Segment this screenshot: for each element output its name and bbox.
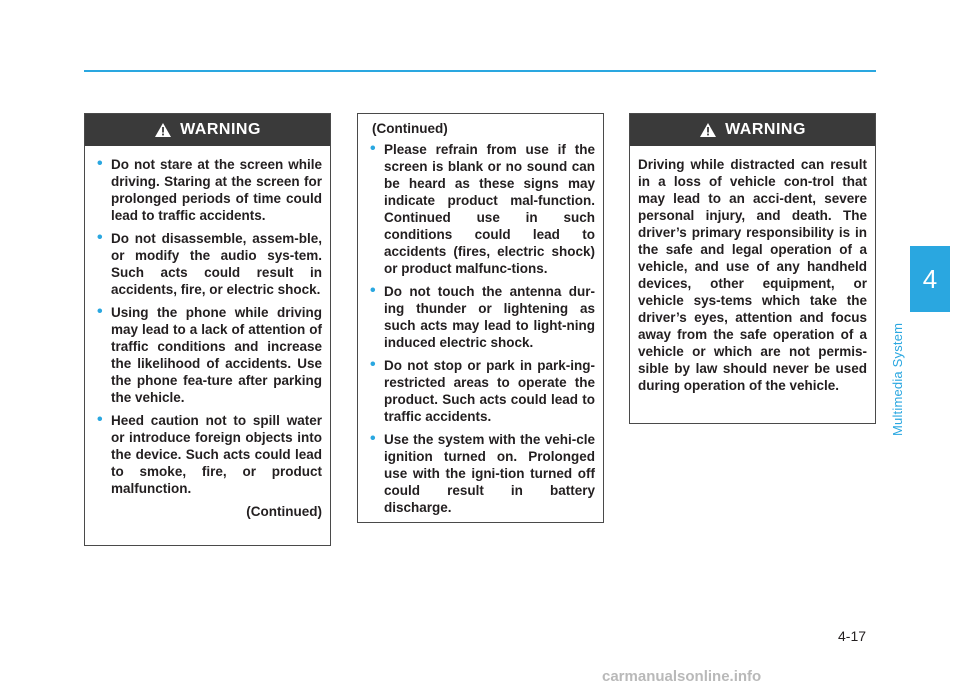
chapter-number: 4 (922, 263, 938, 294)
continued-label: (Continued) (372, 121, 448, 136)
list-item: • Use the system with the vehi-cle ignition turned on. Prolonged use with the igni-tion turned off could result in battery discharge. (372, 431, 595, 516)
list-item: • Do not disassemble, assem-ble, or modify the audio sys-tem. Such acts could result in accidents, fire, or electric shock. (99, 230, 322, 298)
list-item: • Do not touch the antenna dur-ing thunder or lightening as such acts may lead to light-ning induced electric shock. (372, 283, 595, 351)
warning-box-2 (357, 113, 604, 523)
warning-box-3 (629, 113, 876, 424)
chapter-tab[interactable] (910, 246, 950, 312)
continued-label: (Continued) (246, 504, 322, 519)
top-rule (84, 70, 876, 72)
warning-text: Driving while distracted can result in a loss of vehicle con-trol that may lead to an acci-dent, severe personal injury, and death. The driver’s primary responsibility is in the safe and legal operation of a vehicle, and use of any handheld devices, other equipment, or vehicle sys-tems which take the driver’s eyes, attention and focus away from the safe operation of a vehicle or which are not permis-sible by law should never be used during operation of the vehicle. (638, 157, 867, 393)
list-item: • Do not stop or park in park-ing-restricted areas to operate the product. Such acts could lead to traffic accidents. (372, 357, 595, 425)
list-item: • Using the phone while driving may lead to a lack of attention of traffic conditions and increase the likelihood of accidents. Use the phone fea-ture after parking the vehicle. (99, 304, 322, 406)
list-item: • Heed caution not to spill water or introduce foreign objects into the device. Such acts could lead to smoke, fire, or product malfunction. (99, 412, 322, 497)
page-number: 4-17 (838, 628, 867, 644)
list-item: • Please refrain from use if the screen is blank or no sound can be heard as these signs may indicate product mal-function. Continued use in such conditions could lead to accidents (fires, electric shock) or product malfunc-tions. (372, 141, 595, 277)
warning-box-1 (84, 113, 331, 546)
list-item: • Do not stare at the screen while driving. Staring at the screen for prolonged periods of time could lead to traffic accidents. (99, 156, 322, 224)
warning-label: WARNING (725, 121, 806, 138)
warning-triangle-icon (699, 122, 717, 138)
warning-triangle-icon (154, 122, 172, 138)
watermark: carmanualsonline.info (602, 668, 762, 685)
warning-header (85, 114, 330, 146)
warning-header (630, 114, 875, 146)
warning-label: WARNING (180, 121, 261, 138)
chapter-title: Multimedia System (890, 322, 905, 436)
